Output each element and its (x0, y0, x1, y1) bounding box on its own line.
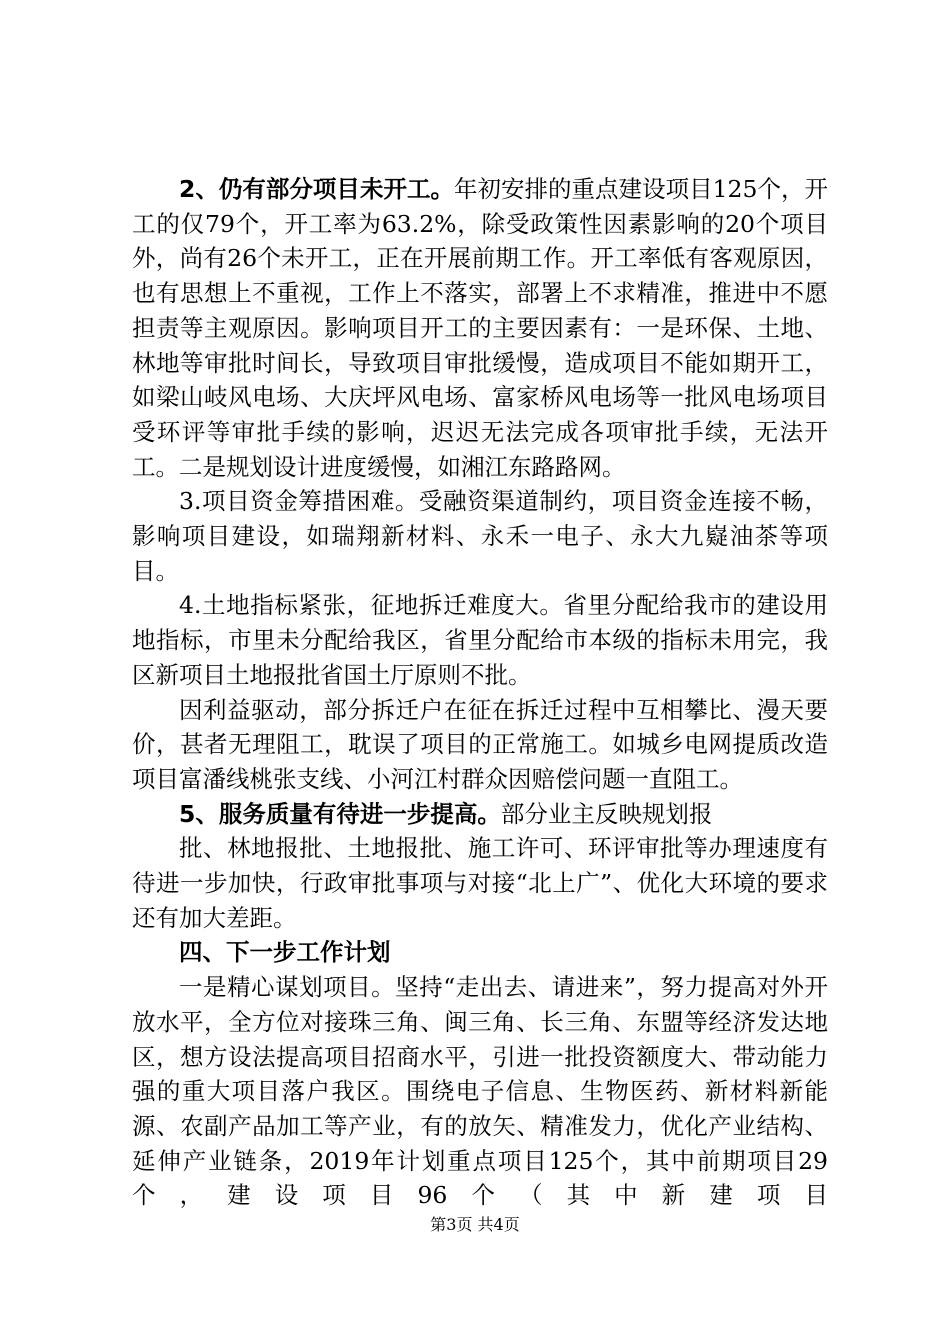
paragraph-plan-projects: 一是精心谋划项目。坚持“走出去、请进来”，努力提高对外开放水平，全方位对接珠三角、闽三角、长三角、东盟等经济发达地区，想方设法提高项目招商水平，引进一批投资额度大、带动能力强的重大项目落户我区。围绕电子信息、生物医药、新材料新能源、农副产品加工等产业，有的放矢、精准发力，优化产业结构、延伸产业链条，2019年计划重点项目125个，其中前期项目29个，建设项目96个（其中新建项目 (132, 973, 828, 1210)
paragraph-funding: 3.项目资金筹措困难。受融资渠道制约，项目资金连接不畅，影响项目建设，如瑞翔新材料、永禾一电子、永大九嶷油茶等项目。 (132, 487, 828, 585)
paragraph-unstarted-projects (132, 172, 828, 484)
document-body (132, 172, 828, 1213)
paragraph-text: 部分业主反映规划报 (500, 799, 713, 828)
paragraph-service-quality (132, 797, 828, 832)
paragraph-text: 年初安排的重点建设项目125个，开工的仅79个，开工率为63.2%，除受政策性因素影响的20个项目外，尚有26个未开工，正在开展前期工作。开工率低有客观原因，也有思想上不重视，工作上不落实，部署上不求精准，推进中不愿担责等主观原因。影响项目开工的主要因素有：一是环保、土地、林地等审批时间长，导致项目审批缓慢，造成项目不能如期开工，如梁山岐风电场、大庆坪风电场、富家桥风电场等一批风电场项目受环评等审批手续的影响，迟迟无法完成各项审批手续，无法开工。二是规划设计进度缓慢，如湘江东路路网。 (132, 175, 828, 481)
paragraph-lead: 5、服务质量有待进一步提高。 (179, 799, 501, 828)
paragraph-demolition: 因利益驱动，部分拆迁户在征在拆迁过程中互相攀比、漫天要价，甚者无理阻工，耽误了项目的正常施工。如城乡电网提质改造项目富潘线桃张支线、小河江村群众因赔偿问题一直阻工。 (132, 695, 828, 793)
paragraph-land-quota: 4.土地指标紧张，征地拆迁难度大。省里分配给我市的建设用地指标，市里未分配给我区，省里分配给市本级的指标未用完，我区新项目土地报批省国土厅原则不批。 (132, 591, 828, 689)
paragraph-lead: 2、仍有部分项目未开工。 (179, 175, 454, 203)
paragraph-approval-speed: 批、林地报批、土地报批、施工许可、环评审批等办理速度有待进一步加快，行政审批事项与对接“北上广”、优化大环境的要求还有加大差距。 (132, 834, 828, 932)
page-number: 第3页 共4页 (430, 1215, 520, 1234)
section-heading: 四、下一步工作计划 (179, 938, 391, 967)
